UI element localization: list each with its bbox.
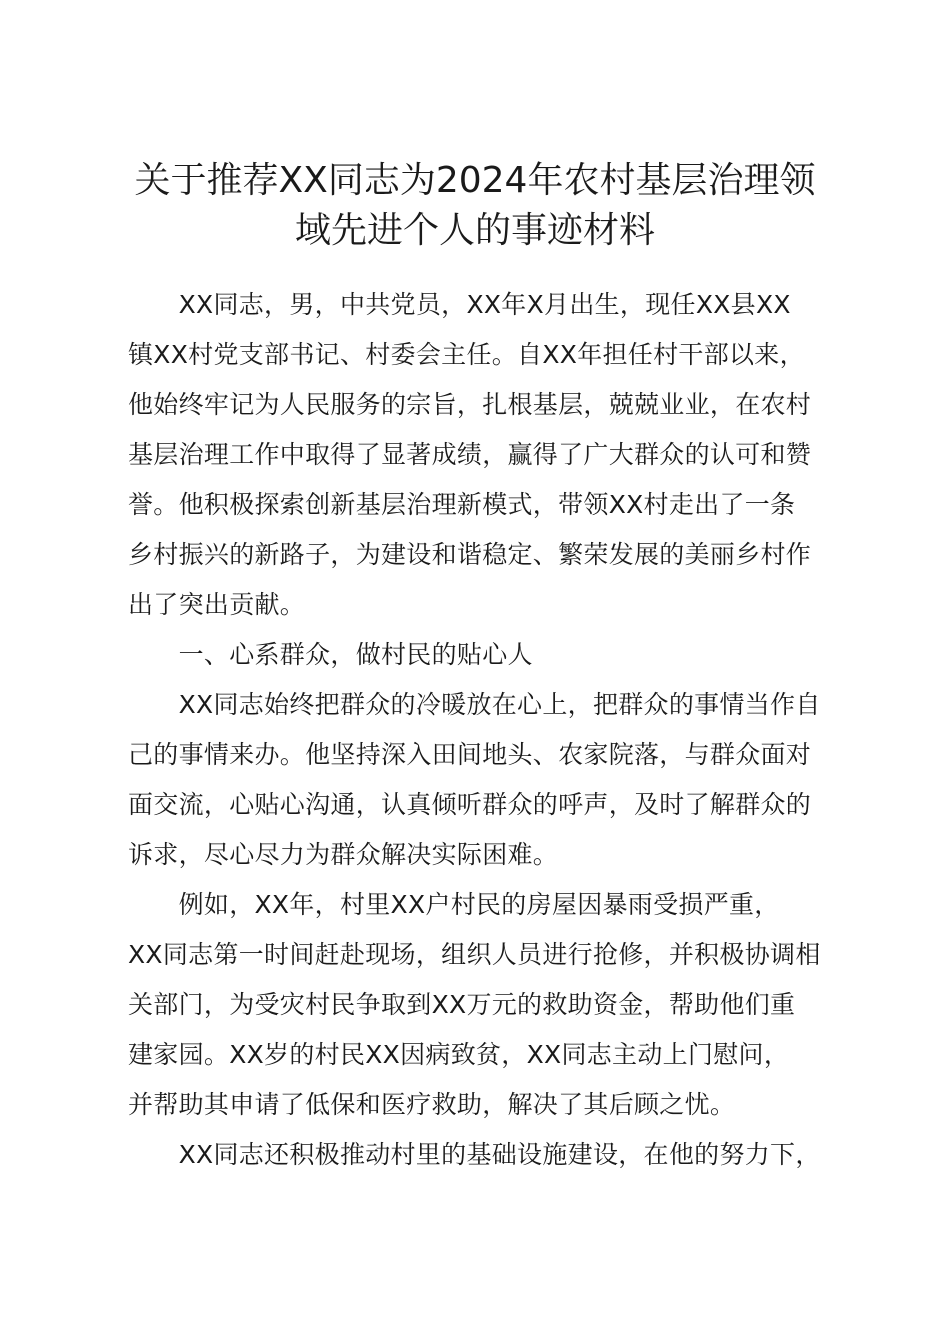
paragraph-line: 出了突出贡献。: [128, 590, 306, 619]
paragraph-line: 诉求，尽心尽力为群众解决实际困难。: [128, 840, 559, 869]
paragraph-line: XX同志始终把群众的冷暖放在心上，把群众的事情当作自: [128, 690, 821, 719]
document-title-line-2: 域先进个人的事迹材料: [294, 210, 655, 251]
paragraph-line: XX同志，男，中共党员，XX年X月出生，现任XX县XX: [128, 290, 791, 319]
paragraph-line: 面交流，心贴心沟通，认真倾听群众的呼声，及时了解群众的: [128, 790, 812, 819]
paragraph-line: XX同志还积极推动村里的基础设施建设，在他的努力下，: [128, 1140, 821, 1169]
paragraph-line: 乡村振兴的新路子，为建设和谐稳定、繁荣发展的美丽乡村作: [128, 540, 812, 569]
paragraph-line: XX同志第一时间赶赴现场，组织人员进行抢修，并积极协调相: [128, 940, 821, 969]
paragraph-line: 关部门，为受灾村民争取到XX万元的救助资金，帮助他们重: [128, 990, 796, 1019]
paragraph-line: 镇XX村党支部书记、村委会主任。自XX年担任村干部以来，: [128, 340, 805, 369]
paragraph-line: 建家园。XX岁的村民XX因病致贫，XX同志主动上门慰问，: [128, 1040, 790, 1069]
document-title-line-1: 关于推荐XX同志为2024年农村基层治理领: [134, 160, 816, 201]
paragraph-line: 并帮助其申请了低保和医疗救助，解决了其后顾之忧。: [128, 1090, 736, 1119]
paragraph-line: 基层治理工作中取得了显著成绩，赢得了广大群众的认可和赞: [128, 440, 812, 469]
paragraph-line: 己的事情来办。他坚持深入田间地头、农家院落，与群众面对: [128, 740, 812, 769]
section-heading: 一、心系群众，做村民的贴心人: [128, 640, 533, 669]
paragraph-line: 他始终牢记为人民服务的宗旨，扎根基层，兢兢业业，在农村: [128, 390, 812, 419]
paragraph-line: 誉。他积极探索创新基层治理新模式，带领XX村走出了一条: [128, 490, 796, 519]
paragraph-line: 例如，XX年，村里XX户村民的房屋因暴雨受损严重，: [128, 890, 780, 919]
